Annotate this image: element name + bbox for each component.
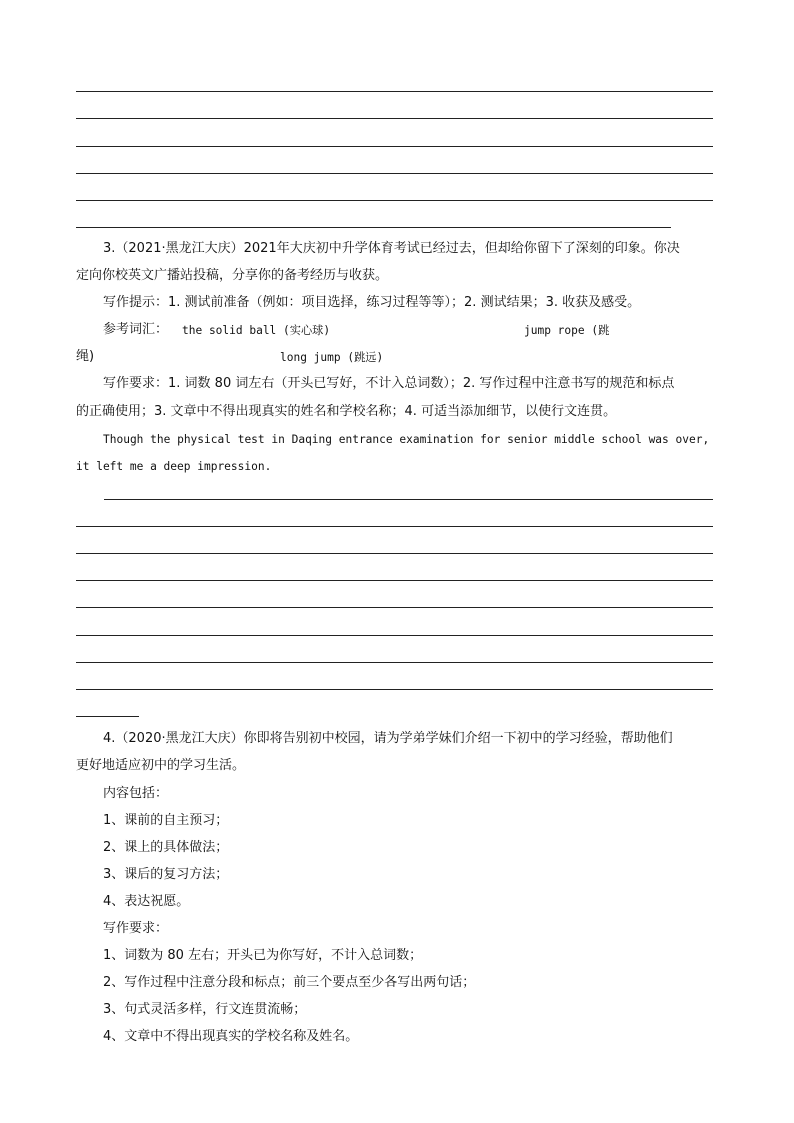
q4-requirements-label: 写作要求： [103, 921, 169, 936]
answer-line[interactable] [76, 200, 713, 201]
q3-opening-line-2: it left me a deep impression. [76, 460, 272, 473]
answer-line[interactable] [76, 146, 713, 147]
answer-line[interactable] [76, 607, 713, 608]
answer-line[interactable] [76, 662, 713, 663]
answer-line[interactable] [76, 580, 713, 581]
answer-line[interactable] [76, 227, 671, 228]
answer-line[interactable] [76, 553, 713, 554]
q3-writing-hint: 写作提示：1. 测试前准备（例如：项目选择，练习过程等等）；2. 测试结果；3. 收获及感受。 [103, 295, 641, 310]
answer-line[interactable] [76, 716, 139, 717]
q4-prompt-line-1: 4.（2020·黑龙江大庆）你即将告别初中校园，请为学弟学妹们介绍一下初中的学习经验，帮助他们 [103, 731, 673, 746]
answer-line[interactable] [76, 635, 713, 636]
answer-line[interactable] [76, 689, 713, 690]
q3-vocab-label: 参考词汇： [103, 322, 169, 337]
answer-line[interactable] [76, 526, 713, 527]
q3-prompt-line-2: 定向你校英文广播站投稿，分享你的备考经历与收获。 [76, 268, 389, 283]
q4-requirement-item: 4、文章中不得出现真实的学校名称及姓名。 [103, 1029, 359, 1044]
q3-vocab-long-jump: long jump (跳远) [280, 351, 384, 364]
q3-opening-line-1: Though the physical test in Daqing entrance examination for senior middle school was over, [103, 433, 710, 446]
q4-content-item: 4、表达祝愿。 [103, 894, 190, 909]
q3-requirements-line-1: 写作要求：1. 词数 80 词左右（开头已写好，不计入总词数）；2. 写作过程中注意书写的规范和标点 [103, 376, 675, 391]
q3-vocab-jump-rope-cont: 绳) [76, 349, 95, 364]
answer-line[interactable] [76, 118, 713, 119]
q4-content-label: 内容包括： [103, 786, 169, 801]
q4-requirement-item: 1、词数为 80 左右；开头已为你写好，不计入总词数； [103, 948, 423, 963]
q4-requirement-item: 2、写作过程中注意分段和标点；前三个要点至少各写出两句话； [103, 975, 476, 990]
answer-line[interactable] [76, 173, 713, 174]
answer-line[interactable] [104, 499, 713, 500]
q4-prompt-line-2: 更好地适应初中的学习生活。 [76, 758, 246, 773]
q3-vocab-jump-rope: jump rope (跳 [524, 324, 610, 337]
q4-content-item: 3、课后的复习方法； [103, 867, 229, 882]
q4-content-item: 1、课前的自主预习； [103, 813, 229, 828]
q3-prompt-line-1: 3.（2021·黑龙江大庆）2021年大庆初中升学体育考试已经过去，但却给你留下了深刻的印象。你决 [103, 241, 680, 256]
q4-content-item: 2、课上的具体做法； [103, 840, 229, 855]
q3-vocab-solid-ball: the solid ball (实心球) [182, 324, 331, 337]
q4-requirement-item: 3、句式灵活多样，行文连贯流畅； [103, 1002, 307, 1017]
q3-requirements-line-2: 的正确使用；3. 文章中不得出现真实的姓名和学校名称；4. 可适当添加细节，以使行文连贯。 [76, 404, 617, 419]
answer-line[interactable] [76, 91, 713, 92]
